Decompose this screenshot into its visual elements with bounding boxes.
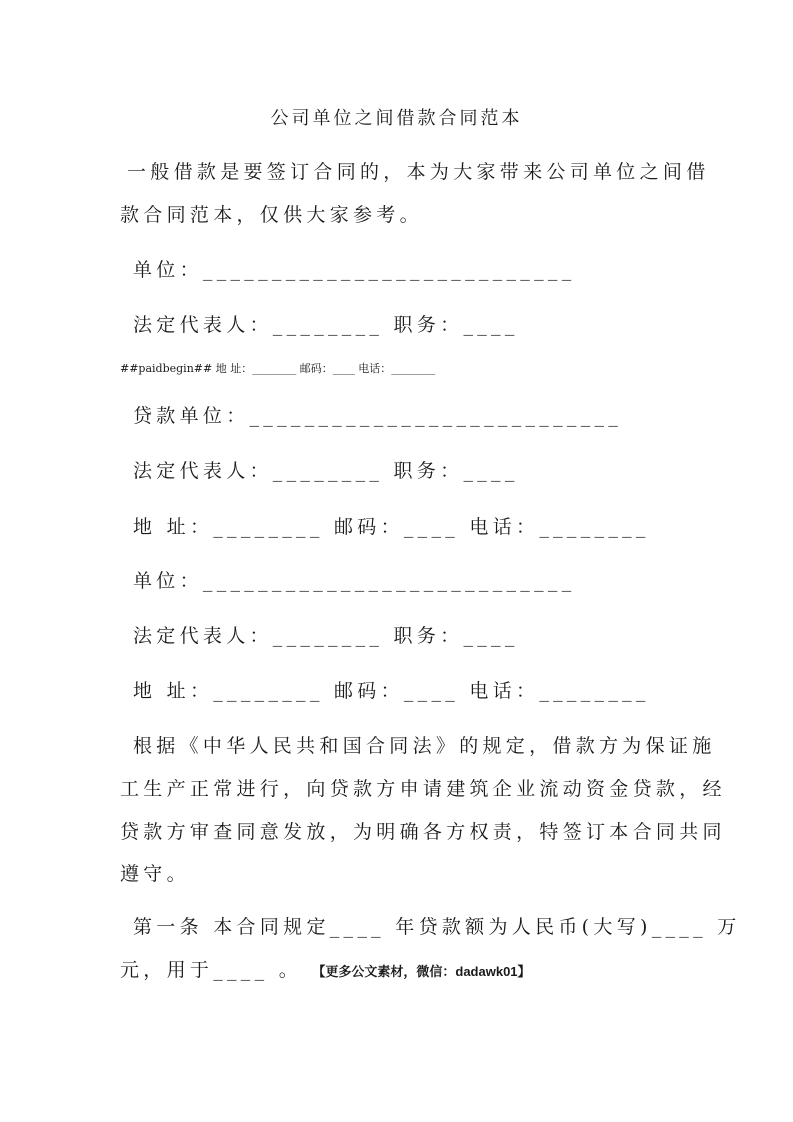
preamble-line-1: 根据《中华人民共和国合同法》的规定，借款方为保证施 (133, 735, 716, 757)
intro-line-1: 一般借款是要签订合同的，本为大家带来公司单位之间借 (127, 161, 710, 183)
lender-unit: 贷款单位：___________________________ (133, 405, 623, 427)
article1-line-1: 第一条 本合同规定____ 年贷款额为人民币(大写)____ 万 (133, 916, 741, 938)
preamble-line-2: 工生产正常进行，向贷款方申请建筑企业流动资金贷款，经 (120, 778, 726, 800)
party3-unit: 单位：___________________________ (133, 570, 576, 592)
party3-rep: 法定代表人：________ 职务：____ (133, 625, 519, 647)
lender-rep: 法定代表人：________ 职务：____ (133, 460, 519, 482)
party1-rep: 法定代表人：________ 职务：____ (133, 314, 519, 336)
lender-address: 地 址：________ 邮码：____ 电话：________ (133, 516, 650, 538)
preamble-line-4: 遵守。 (120, 863, 190, 885)
promo-note: 【更多公文素材，微信：dadawk01】 (312, 964, 531, 979)
party3-address: 地 址：________ 邮码：____ 电话：________ (133, 680, 650, 702)
preamble-line-3: 贷款方审查同意发放，为明确各方权责，特签订本合同共同 (120, 821, 726, 843)
article1-line-2-text: 元，用于____ 。 (120, 959, 303, 981)
party1-unit: 单位：___________________________ (133, 259, 576, 281)
intro-line-2: 款合同范本，仅供大家参考。 (120, 204, 423, 226)
article1-line-2 (120, 958, 531, 984)
party1-address: ##paidbegin## 地 址：________ 邮码：____ 电话：________ (120, 362, 436, 375)
document-title: 公司单位之间借款合同范本 (270, 108, 523, 129)
